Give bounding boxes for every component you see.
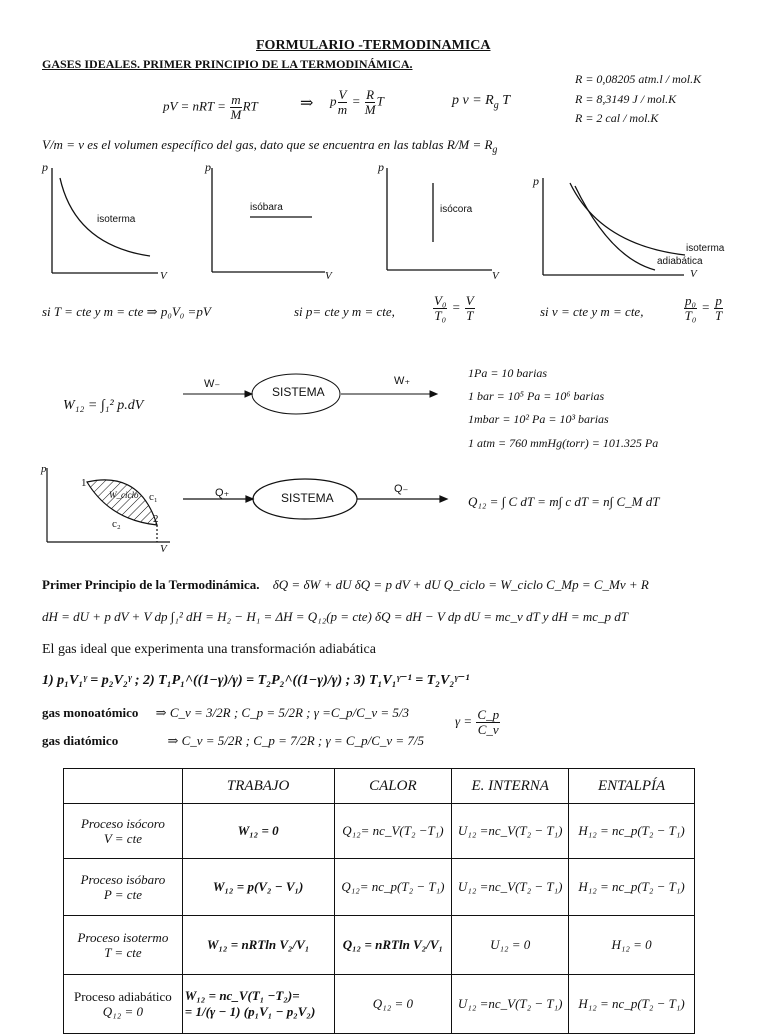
row-process-name: Proceso adiabático Q₁₂ = 0: [64, 975, 183, 1034]
cell-trabajo: W₁₂ = 0: [182, 804, 334, 859]
cycle-diagram: [0, 450, 768, 570]
cell-entalpia: H₁₂ = nc_p(T₂ − T₁): [569, 804, 695, 859]
isoterma-label-2: isoterma: [686, 243, 725, 254]
process-table: [63, 768, 695, 1034]
condition-isobaric: si p= cte y m = cte,: [294, 304, 395, 319]
cell-trabajo: W₁₂ = nRTln V₂/V₁: [182, 916, 334, 975]
table-row: [64, 859, 695, 916]
cycle-p-label: p: [41, 463, 47, 475]
table-row: [64, 975, 695, 1034]
cell-entalpia: H₁₂ = nc_p(T₂ − T₁): [569, 859, 695, 916]
system-label: SISTEMA: [272, 385, 325, 399]
isocora-label: isócora: [440, 204, 473, 215]
section-heading-gases: GASES IDEALES. PRIMER PRINCIPIO DE LA TERMODINÁMICA.: [42, 57, 413, 71]
r-value-3: R = 2 cal / mol.K: [575, 111, 659, 125]
ideal-gas-eq-1: pV = nRT = $\frac{m}{M}$ RT: [163, 92, 258, 122]
adiabatic-equations: 1) p₁V₁ᵞ = p₂V₂ᵞ ; 2) T₁P₁^((1−γ)/γ) = T₂P₂^((1−γ)/γ) ; 3) T₁V₁ᵞ⁻¹ = T₂V₂ᵞ⁻¹: [42, 673, 470, 688]
cell-calor: Q₁₂= nc_V(T₂ −T₁): [334, 804, 452, 859]
unit-atm: 1 atm = 760 mmHg(torr) = 101.325 Pa: [468, 436, 659, 450]
adiabatic-curve: [575, 186, 655, 270]
table-header-calor: CALOR: [334, 769, 452, 804]
isotherm-curve-2: [570, 183, 685, 255]
ideal-gas-eq-3: p $v = R_g$ T: [452, 93, 511, 111]
table-header-empty: [64, 769, 183, 804]
table-header-row: [64, 769, 695, 804]
table-row: [64, 916, 695, 975]
monoatomic-line: gas monoatómico ⇒ C_v = 3/2R ; C_p = 5/2R ; γ =C_p/C_v = 5/3: [42, 705, 409, 720]
cycle-point-2: 2: [153, 513, 159, 525]
p-axis-label: p: [42, 160, 48, 174]
r-value-1: R = 0,08205 atm.l / mol.K: [575, 72, 702, 86]
unit-bar: 1 bar = 10⁵ Pa = 10⁶ barias: [468, 389, 605, 403]
p-axis-label: p: [378, 160, 384, 174]
page-title: FORMULARIO -TERMODINAMICA: [256, 38, 491, 53]
q-plus-label: Q₊: [215, 487, 230, 499]
cell-entalpia: H₁₂ = nc_p(T₂ − T₁): [569, 975, 695, 1034]
work-equation: W₁₂ = ∫₁² p.dV: [63, 398, 144, 413]
r-value-2: R = 8,3149 J / mol.K: [575, 92, 677, 106]
cycle-c1-label: c₁: [149, 491, 158, 503]
v-axis-label: V: [325, 270, 332, 282]
v-axis-label: V: [492, 270, 499, 282]
cell-calor: Q₁₂ = nRTln V₂/V₁: [334, 916, 452, 975]
cycle-area: [87, 480, 157, 525]
cell-entalpia: H₁₂ = 0: [569, 916, 695, 975]
p-axis-label: p: [533, 174, 539, 188]
gamma-equation: γ = $\frac{C\_p}{C\_v}$: [455, 707, 500, 737]
pv-diagrams: [0, 0, 768, 300]
w-plus-label: W₊: [394, 375, 411, 387]
q-minus-label: Q₋: [394, 483, 409, 495]
system-label-2: SISTEMA: [281, 491, 334, 505]
unit-mbar: 1mbar = 10² Pa = 10³ barias: [468, 412, 609, 426]
first-principle-line: Primer Principio de la Termodinámica. δQ = δW + dU δQ = p dV + dU Q_ciclo = W_ciclo C_Mp = C_Mv + R: [42, 577, 649, 592]
row-process-name: Proceso isóbaro P = cte: [64, 859, 183, 916]
cell-interna: U₁₂ = 0: [452, 916, 569, 975]
row-process-name: Proceso isócoro V = cte: [64, 804, 183, 859]
cycle-v-label: V: [160, 543, 167, 555]
cell-calor: Q₁₂ = 0: [334, 975, 452, 1034]
diatomic-line: gas diatómico ⇒ C_v = 5/2R ; C_p = 7/2R ; γ = C_p/C_v = 7/5: [42, 733, 425, 748]
cell-trabajo: W₁₂ = nc_V(T₁ −T₂)= = 1/(γ − 1) (p₁V₁ − p₂V₂): [182, 975, 334, 1034]
table-row: [64, 804, 695, 859]
cycle-c2-label: c₂: [112, 518, 121, 530]
v-axis-label: V: [160, 270, 167, 282]
table-header-entalpia: ENTALPÍA: [569, 769, 695, 804]
cycle-work-label: W_ciclo: [109, 490, 139, 500]
condition-isobaric-eq: $\frac{\text{V₀}}{\text{T₀}}$ = $\frac{V}{T}$: [434, 293, 474, 323]
cell-calor: Q₁₂= nc_p(T₂ − T₁): [334, 859, 452, 916]
p-axis-label: p: [205, 160, 211, 174]
heat-equation: Q₁₂ = ∫ C dT = m∫ c dT = n∫ C_M dT: [468, 494, 660, 509]
unit-pa: 1Pa = 10 barias: [468, 366, 548, 380]
w-minus-label: W₋: [204, 378, 221, 390]
condition-isochoric: si v = cte y m = cte,: [540, 304, 644, 319]
condition-isothermal: si T = cte y m = cte ⇒ p₀V₀ =pV: [42, 304, 211, 319]
row-process-name: Proceso isotermo T = cte: [64, 916, 183, 975]
adiabatica-label: adiabática: [657, 256, 703, 267]
table-header-interna: E. INTERNA: [452, 769, 569, 804]
v-axis-label: V: [690, 268, 697, 280]
specific-volume-text: V/m = v es el volumen específico del gas, dato que se encuentra en las tablas $R/M = R_g$: [42, 137, 498, 156]
implies-arrow: ⇒: [300, 95, 314, 112]
cell-trabajo: W₁₂ = p(V₂ − V₁): [182, 859, 334, 916]
ideal-gas-eq-2: p $\frac{V}{m}$ = $\frac{R}{M}$ T: [330, 87, 384, 117]
condition-isochoric-eq: $\frac{\text{p₀}}{\text{T₀}}$ = $\frac{p}{T}$: [684, 293, 723, 323]
enthalpy-line: dH = dU + p dV + V dp ∫₁² dH = H₂ − H₁ = ΔH = Q₁₂(p = cte) δQ = dH − V dp dU = mc_v dT y dH = mc_p dT: [42, 609, 629, 624]
table-header-trabajo: TRABAJO: [182, 769, 334, 804]
cell-interna: U₁₂ =nc_V(T₂ − T₁): [452, 859, 569, 916]
isobara-label: isóbara: [250, 202, 283, 213]
cell-interna: U₁₂ =nc_V(T₂ − T₁): [452, 804, 569, 859]
adiabatic-intro: El gas ideal que experimenta una transformación adiabática: [42, 642, 376, 657]
isoterma-label: isoterma: [97, 214, 136, 225]
cycle-point-1: 1: [81, 477, 87, 489]
cell-interna: U₁₂ =nc_V(T₂ − T₁): [452, 975, 569, 1034]
